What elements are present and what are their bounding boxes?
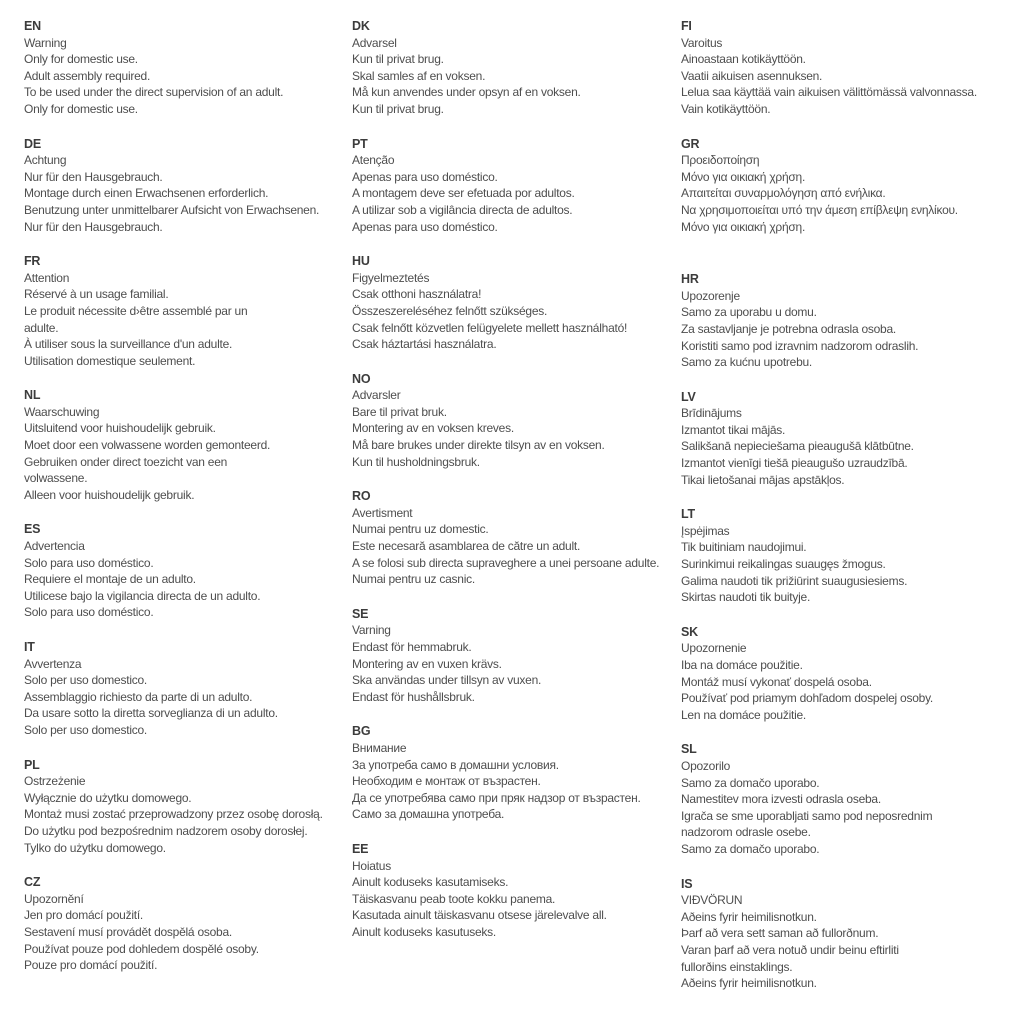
- warning-text-line: Ostrzeżenie: [24, 774, 86, 789]
- language-section-LT: [681, 506, 1021, 606]
- warning-text-line: À utiliser sous la surveillance d'un adulte.: [24, 337, 233, 352]
- warning-text-line: Warning: [24, 35, 67, 50]
- warning-text-line: Vain kotikäyttöön.: [681, 101, 771, 116]
- warning-text-line: Montáž musí vykonať dospelá osoba.: [681, 674, 872, 689]
- warning-text-line: Kun til privat brug.: [352, 101, 444, 116]
- language-code: NL: [24, 388, 41, 403]
- warning-text-line: Montering av en vuxen krävs.: [352, 656, 502, 671]
- language-code: IT: [24, 640, 35, 654]
- warning-text-line: Uitsluitend voor huishoudelijk gebruik.: [24, 421, 216, 436]
- warning-text-line: Benutzung unter unmittelbarer Aufsicht von Erwachsenen.: [24, 202, 320, 217]
- language-section-SE: [352, 606, 674, 706]
- warning-text-line: nadzorom odrasle osebe.: [681, 825, 811, 840]
- warning-text-line: Adult assembly required.: [24, 68, 151, 83]
- language-code: PL: [24, 757, 40, 772]
- warning-text-line: Ainult koduseks kasutuseks.: [352, 924, 496, 939]
- warning-text-line: Igrača se sme uporabljati samo pod neposrednim: [681, 808, 933, 823]
- language-code: NO: [352, 371, 371, 386]
- warning-text-line: Kun til privat brug.: [352, 52, 444, 67]
- language-code: GR: [681, 136, 700, 151]
- warning-text-line: Lelua saa käyttää vain aikuisen välittömässä valvonnassa.: [681, 85, 977, 100]
- warning-text-line: Montaż musi zostać przeprowadzony przez osobę dorosłą.: [24, 807, 323, 822]
- language-code: EE: [352, 841, 369, 856]
- warning-text-line: Namestitev mora izvesti odrasla oseba.: [681, 792, 881, 807]
- language-section-PT: [352, 136, 674, 236]
- warning-text-line: Requiere el montaje de un adulto.: [24, 572, 196, 587]
- warning-text-line: Täiskasvanu peab toote kokku panema.: [352, 891, 556, 906]
- language-section-BG: [352, 723, 674, 823]
- warning-text-line: Да се употребява само при пряк надзор от възрастен.: [352, 790, 641, 805]
- warning-text-line: Opozorilo: [681, 758, 731, 773]
- language-code: LV: [681, 389, 696, 404]
- warning-text-line: Apenas para uso doméstico.: [352, 169, 498, 184]
- warning-text-line: Ainult koduseks kasutamiseks.: [352, 875, 509, 890]
- language-section-ES: [24, 521, 346, 621]
- warning-text-line: Csak háztartási használatra.: [352, 337, 497, 352]
- warning-text-line: Moet door een volwassene worden gemonteerd.: [24, 438, 271, 453]
- language-code: FR: [24, 254, 41, 269]
- language-code: FI: [681, 19, 692, 33]
- warning-text-line: Advertencia: [24, 539, 85, 554]
- warning-text-line: Montering av en voksen kreves.: [352, 421, 514, 436]
- warning-text-line: Μόνο για οικιακή χρήση.: [681, 219, 806, 234]
- language-section-IS: [681, 876, 1021, 992]
- warning-text-line: Ainoastaan kotikäyttöön.: [681, 52, 806, 67]
- warning-text-line: Samo za uporabu u domu.: [681, 305, 817, 320]
- warning-text-line: A utilizar sob a vigilância directa de adultos.: [352, 202, 573, 217]
- warning-text-line: Brīdinājums: [681, 406, 742, 421]
- warning-text-line: Įspėjimas: [681, 523, 730, 538]
- language-section-CZ: [24, 874, 346, 974]
- language-section-FR: [24, 253, 346, 369]
- language-code: RO: [352, 489, 371, 504]
- warning-text-line: Upozornění: [24, 891, 84, 906]
- warning-text-line: Wyłącznie do użytku domowego.: [24, 790, 192, 805]
- language-section-DK: [352, 18, 674, 118]
- warning-text-line: Salikšanā nepieciešama pieaugušā klātbūtne.: [681, 439, 914, 454]
- warning-text-line: Προειδοποίηση: [681, 153, 760, 168]
- warning-text-line: Montage durch einen Erwachsenen erforderlich.: [24, 186, 269, 201]
- language-section-EE: [352, 841, 674, 941]
- warning-column-1: [24, 18, 346, 992]
- language-code: IS: [681, 876, 693, 891]
- warning-text-line: Csak otthoni használatra!: [352, 287, 482, 302]
- warning-text-line: To be used under the direct supervision of an adult.: [24, 85, 284, 100]
- language-section-DE: [24, 136, 346, 236]
- warning-text-line: Sestavení musí provádět dospělá osoba.: [24, 924, 232, 939]
- language-code: CZ: [24, 875, 41, 890]
- warning-text-line: Endast för hemmabruk.: [352, 640, 472, 654]
- warning-text-line: Aðeins fyrir heimilisnotkun.: [681, 976, 817, 991]
- warning-text-line: Achtung: [24, 153, 67, 168]
- warning-text-line: Assemblaggio richiesto da parte di un adulto.: [24, 689, 253, 704]
- warning-text-line: Solo para uso doméstico.: [24, 555, 154, 570]
- warning-text-line: Solo per uso domestico.: [24, 722, 147, 737]
- warning-text-line: Aðeins fyrir heimilisnotkun.: [681, 909, 817, 924]
- warning-text-line: Izmantot vienīgi tiešā pieaugušo uzraudzībā.: [681, 456, 908, 471]
- warning-text-line: Nur für den Hausgebrauch.: [24, 219, 163, 234]
- warning-text-line: Do użytku pod bezpośrednim nadzorem osoby dorosłej.: [24, 823, 308, 838]
- language-section-EN: [24, 18, 346, 118]
- language-section-SL: [681, 741, 1021, 857]
- warning-column-2: [352, 18, 674, 959]
- warning-text-line: Galima naudoti tik prižiūrint suaugusiesiems.: [681, 573, 908, 588]
- warning-text-line: Jen pro domácí použití.: [24, 908, 143, 923]
- language-section-IT: [24, 639, 346, 739]
- language-section-FI: [681, 18, 1021, 118]
- warning-text-line: Advarsler: [352, 388, 401, 403]
- warning-text-line: Len na domáce použitie.: [681, 707, 807, 722]
- warning-text-line: Skirtas naudoti tik buityje.: [681, 590, 811, 605]
- warning-text-line: Csak felnőtt közvetlen felügyelete mellett használható!: [352, 320, 628, 335]
- language-code: BG: [352, 724, 371, 739]
- warning-text-line: Samo za kućnu upotrebu.: [681, 355, 813, 370]
- warning-text-line: Ska användas under tillsyn av vuxen.: [352, 673, 542, 688]
- warning-text-line: A se folosi sub directa supraveghere a unei persoane adulte.: [352, 555, 660, 570]
- warning-text-line: Varoitus: [681, 35, 723, 50]
- language-code: LT: [681, 507, 695, 522]
- warning-text-line: Figyelmeztetés: [352, 270, 430, 285]
- warning-text-line: Surinkimui reikalingas suaugęs žmogus.: [681, 557, 886, 572]
- warning-text-line: Avertisment: [352, 505, 413, 520]
- warning-text-line: adulte.: [24, 320, 59, 335]
- warning-text-line: Avvertenza: [24, 656, 82, 671]
- warning-text-line: Vaatii aikuisen asennuksen.: [681, 68, 823, 83]
- warning-text-line: Apenas para uso doméstico.: [352, 219, 498, 234]
- warning-text-line: Να χρησιμοποιείται υπό την άμεση επίβλεψη ενηλίκου.: [681, 202, 958, 217]
- warning-text-line: Za sastavljanje je potrebna odrasla osoba.: [681, 321, 896, 336]
- warning-text-line: Koristiti samo pod izravnim nadzorom odraslih.: [681, 338, 919, 353]
- language-code: SE: [352, 606, 369, 621]
- warning-text-line: Μόνο για οικιακή χρήση.: [681, 169, 806, 184]
- warning-text-line: Tikai lietošanai mājas apstākļos.: [681, 472, 845, 487]
- language-section-GR: [681, 136, 1021, 236]
- warning-text-line: Iba na domáce použitie.: [681, 658, 803, 672]
- warning-text-line: VIÐVÖRUN: [681, 893, 743, 908]
- warning-text-line: Atenção: [352, 153, 395, 168]
- warning-text-line: Numai pentru uz casnic.: [352, 572, 475, 587]
- warning-text-line: Le produit nécessite d›être assemblé par un: [24, 303, 248, 318]
- warning-text-line: A montagem deve ser efetuada por adultos.: [352, 186, 575, 201]
- warning-text-line: Varning: [352, 623, 391, 638]
- warning-text-line: Solo para uso doméstico.: [24, 605, 154, 620]
- language-code: HR: [681, 272, 699, 287]
- warning-text-line: Attention: [24, 270, 70, 285]
- warning-text-line: Összeszereléséhez felnőtt szükséges.: [352, 303, 548, 318]
- warning-text-line: Bare til privat bruk.: [352, 404, 447, 419]
- warning-text-line: Upozornenie: [681, 641, 747, 656]
- warning-text-line: Utilisation domestique seulement.: [24, 353, 196, 368]
- warning-text-line: Solo per uso domestico.: [24, 673, 147, 688]
- warning-text-line: Da usare sotto la diretta sorveglianza di un adulto.: [24, 706, 278, 721]
- warning-text-line: Only for domestic use.: [24, 101, 138, 116]
- warning-text-line: Waarschuwing: [24, 404, 100, 419]
- language-code: DK: [352, 19, 370, 33]
- warning-text-line: Používať pod priamym dohľadom dospelej osoby.: [681, 691, 934, 706]
- warning-text-line: Alleen voor huishoudelijk gebruik.: [24, 487, 195, 502]
- language-code: SK: [681, 624, 698, 639]
- language-section-LV: [681, 389, 1021, 489]
- warning-text-line: Numai pentru uz domestic.: [352, 522, 489, 537]
- warning-text-line: Må bare brukes under direkte tilsyn av en voksen.: [352, 438, 605, 453]
- warning-text-line: Må kun anvendes under opsyn af en voksen.: [352, 85, 581, 100]
- warning-text-line: Tylko do użytku domowego.: [24, 840, 166, 855]
- language-section-PL: [24, 757, 346, 857]
- warning-text-line: Nur für den Hausgebrauch.: [24, 169, 163, 184]
- language-section-RO: [352, 488, 674, 588]
- warning-text-line: Hoiatus: [352, 858, 391, 873]
- warning-text-line: Este necesară asamblarea de către un adult.: [352, 539, 581, 554]
- language-section-SK: [681, 624, 1021, 724]
- warning-text-line: Používat pouze pod dohledem dospělé osoby.: [24, 941, 259, 956]
- warning-text-line: Advarsel: [352, 35, 397, 50]
- warning-text-line: Tik buitiniam naudojimui.: [681, 540, 807, 555]
- language-section-HR: [681, 271, 1021, 371]
- warning-text-line: Skal samles af en voksen.: [352, 68, 486, 83]
- warning-text-line: Samo za domačo uporabo.: [681, 841, 820, 856]
- warning-text-line: Endast för hushållsbruk.: [352, 689, 475, 704]
- language-code: HU: [352, 254, 370, 269]
- warning-text-line: Utilicese bajo la vigilancia directa de un adulto.: [24, 588, 261, 603]
- warning-text-line: Kun til husholdningsbruk.: [352, 454, 480, 469]
- language-code: SL: [681, 742, 697, 757]
- warning-text-line: fullorðins einstaklings.: [681, 959, 793, 974]
- warning-column-3: [681, 18, 1021, 1010]
- warning-text-line: Απαιτείται συναρμολόγηση από ενήλικα.: [681, 186, 886, 201]
- warning-text-line: Необходим е монтаж от възрастен.: [352, 774, 541, 789]
- language-section-HU: [352, 253, 674, 353]
- warning-text-line: Samo za domačo uporabo.: [681, 775, 820, 790]
- language-code: PT: [352, 136, 368, 151]
- language-code: ES: [24, 522, 41, 537]
- warning-text-line: Only for domestic use.: [24, 52, 138, 67]
- warning-text-line: Внимание: [352, 740, 407, 755]
- language-code: EN: [24, 19, 41, 33]
- language-code: DE: [24, 136, 41, 151]
- warning-text-line: Kasutada ainult täiskasvanu otsese järelevalve all.: [352, 908, 607, 923]
- warning-text-line: За употреба само в домашни условия.: [352, 757, 559, 772]
- language-section-NO: [352, 371, 674, 471]
- warning-text-line: Pouze pro domácí použití.: [24, 958, 158, 973]
- language-section-NL: [24, 387, 346, 503]
- warning-text-line: Izmantot tikai mājās.: [681, 422, 786, 437]
- warning-text-line: Gebruiken onder direct toezicht van een: [24, 454, 228, 469]
- warning-text-line: volwassene.: [24, 471, 88, 486]
- warning-text-line: Réservé à un usage familial.: [24, 287, 169, 302]
- warning-text-line: Upozorenje: [681, 288, 740, 303]
- warning-text-line: Þarf að vera sett saman að fullorðnum.: [681, 926, 879, 941]
- warning-text-line: Само за домашна употреба.: [352, 807, 505, 822]
- warning-text-line: Varan þarf að vera notuð undir beinu eftirliti: [681, 942, 899, 957]
